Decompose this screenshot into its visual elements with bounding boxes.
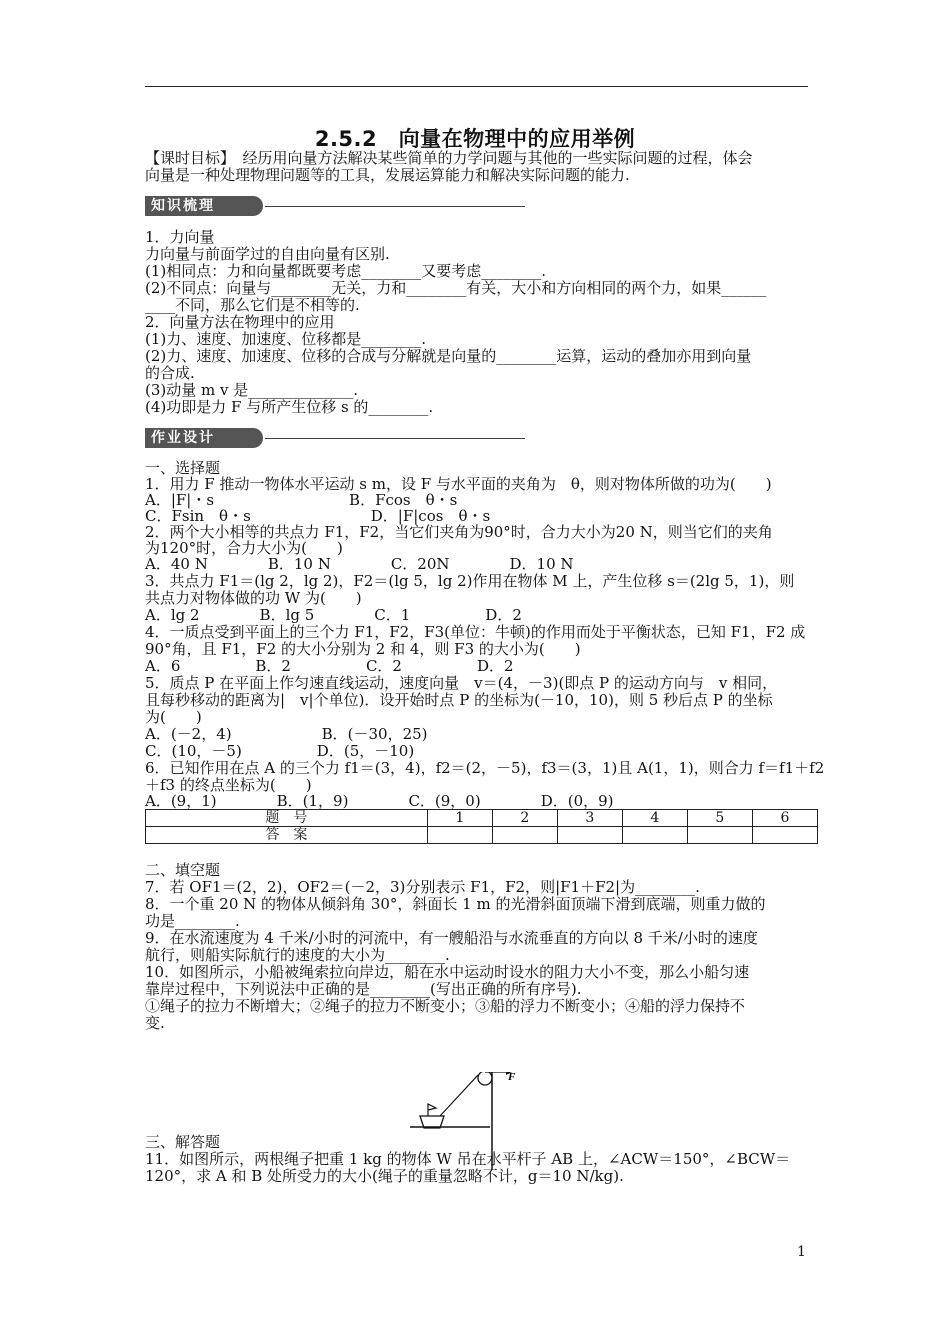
- answer-cell[interactable]: [427, 827, 492, 844]
- knowledge-line: 2．向量方法在物理中的应用: [145, 313, 335, 331]
- answer-table: [145, 809, 818, 844]
- answer-cell[interactable]: [687, 827, 752, 844]
- table-header-cell: 3: [557, 810, 622, 827]
- force-label: F: [508, 1072, 516, 1083]
- answer-section-line: 120°，求 A 和 B 处所受力的大小(绳子的重量忽略不计，g＝10 N/kg).: [145, 1167, 624, 1185]
- exercise-line: A．(9，1) B．(1，9) C．(9，0) D．(0，9): [145, 792, 614, 810]
- table-header-cell: 5: [687, 810, 752, 827]
- exercise-line: 1．用力 F 推动一物体水平运动 s m，设 F 与水平面的夹角为 θ，则对物体所做的功为( ): [145, 475, 772, 493]
- section-rule: [265, 438, 525, 439]
- fill-line: 靠岸过程中，下列说法中正确的是________(写出正确的所有序号).: [145, 980, 582, 998]
- knowledge-line: (2)力、速度、加速度、位移的合成与分解就是向量的________运算，运动的叠加亦用到向量: [145, 347, 752, 365]
- table-row: [146, 810, 818, 827]
- section-rule: [265, 206, 525, 207]
- knowledge-line: (1)力、速度、加速度、位移都是________.: [145, 330, 427, 348]
- exercise-line: ＋f3 的终点坐标为( ): [145, 776, 312, 794]
- exercise-line: A．lg 2 B．lg 5 C．1 D．2: [145, 606, 522, 624]
- goal-line: 向量是一种处理物理问题等的工具，发展运算能力和解决实际问题的能力.: [145, 166, 630, 184]
- knowledge-line: (2)不同点：向量与________无关，力和________有关，大小和方向相同的两个力，如果______: [145, 279, 767, 297]
- fill-line: 二、填空题: [145, 861, 221, 879]
- fill-line: 航行，则船实际航行的速度的大小为________.: [145, 946, 450, 964]
- fill-line: ①绳子的拉力不断增大；②绳子的拉力不断变小；③船的浮力不断变小；④船的浮力保持不: [145, 997, 746, 1015]
- fill-line: 功是________.: [145, 912, 240, 930]
- page-title: 2.5.2 向量在物理中的应用举例: [314, 127, 636, 151]
- exercise-line: C．Fsin θ・s D．|F|cos θ・s: [145, 507, 491, 525]
- fill-line: 7．若 OF1＝(2，2)，OF2＝(－2，3)分别表示 F1，F2，则|F1＋F2|为________.: [145, 878, 700, 896]
- answer-cell[interactable]: [622, 827, 687, 844]
- rope: [440, 1075, 478, 1116]
- exercise-line: 2．两个大小相等的共点力 F1，F2，当它们夹角为90°时，合力大小为20 N，则当它们的夹角: [145, 523, 773, 541]
- fill-line: 10．如图所示，小船被绳索拉向岸边，船在水中运动时设水的阻力大小不变，那么小船匀速: [145, 963, 750, 981]
- answer-section-line: 11．如图所示，两根绳子把重 1 kg 的物体 W 吊在水平杆子 AB 上，∠ACW＝150°，∠BCW＝: [145, 1150, 791, 1168]
- knowledge-line: (1)相同点：力和向量都既要考虑________又要考虑________.: [145, 262, 547, 280]
- exercise-line: A．6 B．2 C．2 D．2: [145, 657, 514, 675]
- fill-line: 9．在水流速度为 4 千米/小时的河流中，有一艘船沿与水流垂直的方向以 8 千米/小时的速度: [145, 929, 758, 947]
- exercise-line: 90°角，且 F1，F2 的大小分别为 2 和 4，则 F3 的大小为( ): [145, 640, 581, 658]
- table-cell: 答 案: [146, 827, 428, 844]
- table-header-cell: 题 号: [146, 810, 428, 827]
- fill-line: 变.: [145, 1014, 165, 1032]
- knowledge-line: ____不同，那么它们是不相等的.: [145, 296, 360, 314]
- table-header-cell: 2: [492, 810, 557, 827]
- exercise-line: 4．一质点受到平面上的三个力 F1，F2，F3(单位：牛顿)的作用而处于平衡状态，已知 F1，F2 成: [145, 623, 806, 641]
- answer-section-line: 三、解答题: [145, 1133, 221, 1151]
- page-number: 1: [797, 1244, 806, 1260]
- answer-cell[interactable]: [752, 827, 817, 844]
- answer-cell[interactable]: [492, 827, 557, 844]
- exercise-line: A．(－2，4) B．(－30，25): [145, 725, 428, 743]
- exercise-line: 一、选择题: [145, 459, 221, 477]
- goal-line: 【课时目标】 经历用向量方法解决某些简单的力学问题与其他的一些实际问题的过程，体会: [145, 149, 753, 167]
- section-label: 作业设计: [145, 428, 263, 448]
- pulley-wheel: [478, 1072, 492, 1085]
- exercise-line: 共点力对物体做的功 W 为( ): [145, 589, 362, 607]
- exercise-line: 为120°时，合力大小为( ): [145, 539, 343, 557]
- boat-hull: [420, 1116, 444, 1128]
- exercise-line: C．(10，－5) D．(5，－10): [145, 742, 415, 760]
- knowledge-line: 的合成.: [145, 364, 195, 382]
- exercise-line: 为( ): [145, 708, 202, 726]
- knowledge-line: (4)功即是力 F 与所产生位移 s 的________.: [145, 398, 434, 416]
- table-header-cell: 4: [622, 810, 687, 827]
- exercise-line: A．|F|・s B．Fcos θ・s: [145, 491, 458, 509]
- table-header-cell: 1: [427, 810, 492, 827]
- header-rule: [145, 86, 808, 87]
- fill-line: 8．一个重 20 N 的物体从倾斜角 30°，斜面长 1 m 的光滑斜面顶端下滑到底端，则重力做的: [145, 895, 766, 913]
- exercise-line: A．40 N B．10 N C．20N D．10 N: [145, 555, 574, 573]
- boat-flag: [428, 1104, 436, 1116]
- exercise-line: 3．共点力 F1＝(lg 2，lg 2)，F2＝(lg 5，lg 2)作用在物体 M 上，产生位移 s＝(2lg 5，1)，则: [145, 572, 795, 590]
- exercise-line: 6．已知作用在点 A 的三个力 f1＝(3，4)，f2＝(2，－5)，f3＝(3，1)且 A(1，1)，则合力 f＝f1＋f2: [145, 759, 825, 777]
- table-header-cell: 6: [752, 810, 817, 827]
- exercise-line: 且每秒移动的距离为| v|个单位)．设开始时点 P 的坐标为(－10，10)，则 5 秒后点 P 的坐标: [145, 691, 773, 709]
- table-row: [146, 827, 818, 844]
- section-label: 知识梳理: [145, 196, 263, 216]
- knowledge-line: (3)动量 m v 是______________.: [145, 381, 359, 399]
- knowledge-line: 力向量与前面学过的自由向量有区别.: [145, 245, 390, 263]
- knowledge-line: 1．力向量: [145, 228, 215, 246]
- exercise-line: 5．质点 P 在平面上作匀速直线运动，速度向量 v＝(4，－3)(即点 P 的运动方向与 v 相同，: [145, 674, 778, 692]
- answer-cell[interactable]: [557, 827, 622, 844]
